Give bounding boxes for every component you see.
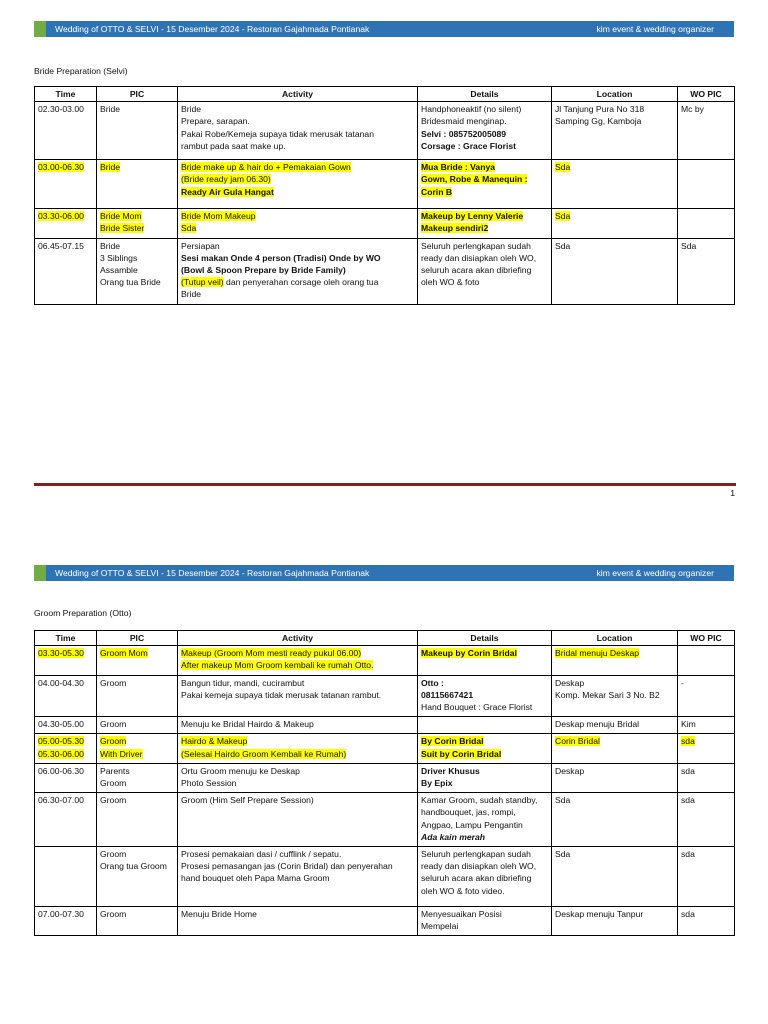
cell-line: Persiapan [181,240,220,251]
location-cell [552,160,678,209]
cell-line: Bride [181,289,202,300]
cell-line: oleh WO & foto [421,277,480,288]
location-cell [552,646,678,675]
cell-line: 05.30-06.00 [38,748,84,759]
cell-line: Seluruh perlengkapan sudah [421,240,531,251]
cell-line: sda [681,765,695,776]
cell-line: Groom [100,719,127,730]
cell-line: 05.00-05.30 [38,736,84,747]
cell-line: Makeup (Groom Mom mesti ready pukul 06.00) [181,648,362,659]
cell-line: Menuju Bride Home [181,909,257,920]
cell-line: With Driver [100,748,143,759]
cell-line: ready dan disiapkan oleh WO, [421,252,537,263]
cell-line: Deskap menuju Bridal [555,719,640,730]
cell-line: Sda [555,162,571,173]
table-row [35,734,735,763]
column-header: WO PIC [678,87,735,102]
column-header: PIC [97,631,178,646]
table-row [35,763,735,792]
cell-line: Kim [681,719,696,730]
column-header: PIC [97,87,178,102]
cell-line: Hairdo & Makeup [181,736,248,747]
cell-line: Pakai kemeja supaya tidak merusak tatanan rambut. [181,689,382,700]
table-row [35,793,735,847]
column-header: Details [418,87,552,102]
cell-line: Angpao, Lampu Pengantin [421,819,523,830]
pic-cell [97,160,178,209]
time-cell [35,734,97,763]
location-cell [552,763,678,792]
wo-pic-cell [678,102,735,160]
details-cell [418,907,552,936]
cell-line: handbouquet, jas, rompi, [421,807,516,818]
cell-line: Groom [100,909,127,920]
details-cell [418,102,552,160]
wo-pic-cell [678,734,735,763]
wo-pic-cell [678,907,735,936]
cell-line: Makeup sendiri2 [421,223,489,234]
pic-cell [97,793,178,847]
cell-line: Sda [555,849,571,860]
cell-line: 04.30-05.00 [38,719,84,730]
cell-line: Bridesmaid menginap. [421,116,507,127]
cell-line: seluruh acara akan dibriefing [421,873,532,884]
cell-line: By Corin Bridal [421,736,484,747]
cell-line: Bride [100,240,121,251]
cell-line: sda [681,736,695,747]
column-header: Activity [178,631,418,646]
cell-line: Otto : [421,677,444,688]
cell-line: Groom [100,849,127,860]
details-cell [418,734,552,763]
time-cell [35,717,97,734]
cell-line: (Selesai Hairdo Groom Kembali ke Rumah) [181,748,347,759]
section-title-groom: Groom Preparation (Otto) [34,608,132,618]
cell-line: Sda [555,211,571,222]
cell-line: Bridal menuju Deskap [555,648,640,659]
cell-line: Bride Sister [100,223,145,234]
details-cell [418,675,552,717]
cell-line: Parents [100,765,130,776]
cell-line: Groom [100,778,127,789]
table-row [35,907,735,936]
activity-cell [178,646,418,675]
cell-line: Bride [100,162,121,173]
cell-line: Sda [681,240,697,251]
activity-cell [178,847,418,907]
cell-line: Bride make up & hair do + Pemakaian Gown [181,162,351,173]
cell-line: ready dan disiapkan oleh WO, [421,861,537,872]
cell-line: Suit by Corin Bridal [421,748,502,759]
wo-pic-cell [678,717,735,734]
cell-line: Prepare, sarapan. [181,116,250,127]
cell-line: sda [681,849,695,860]
location-cell [552,793,678,847]
cell-line: Mempelai [421,921,459,932]
cell-line: Seluruh perlengkapan sudah [421,849,531,860]
table-row [35,675,735,717]
cell-line: Samping Gg, Kamboja [555,116,642,127]
cell-line: Prosesi pemakaian dasi / cufflink / sepatu. [181,849,342,860]
wo-pic-cell [678,763,735,792]
cell-line: Ada kain merah [421,831,485,842]
time-cell [35,907,97,936]
cell-line: rambut pada saat make up. [181,140,286,151]
wo-pic-cell [678,793,735,847]
cell-line: Deskap menuju Tanpur [555,909,644,920]
page-number: 1 [730,488,735,498]
cell-line: Groom [100,736,127,747]
activity-cell [178,717,418,734]
table-header-row [35,631,735,646]
wo-pic-cell [678,238,735,304]
event-title: Wedding of OTTO & SELVI - 15 Desember 2024 - Restoran Gajahmada Pontianak [55,23,370,34]
details-cell [418,717,552,734]
column-header: Location [552,87,678,102]
location-cell [552,847,678,907]
wo-pic-cell [678,160,735,209]
header-banner [34,21,734,37]
cell-line: Bride Mom [100,211,142,222]
cell-line: 07.00-07.30 [38,909,84,920]
activity-cell [178,793,418,847]
pic-cell [97,717,178,734]
table-row [35,847,735,907]
cell-line: After makeup Mom Groom kembali ke rumah Otto. [181,660,374,671]
cell-line: 03.30-06.00 [38,211,84,222]
pic-cell [97,847,178,907]
activity-cell [178,763,418,792]
activity-cell [178,160,418,209]
pic-cell [97,734,178,763]
activity-cell [178,238,418,304]
wo-pic-cell [678,209,735,238]
cell-line: sda [681,909,695,920]
cell-line: Kamar Groom, sudah standby, [421,795,538,806]
activity-cell [178,907,418,936]
cell-line: Sesi makan Onde 4 person (Tradisi) Onde by WO [181,252,381,263]
cell-line: Pakai Robe/Kemeja supaya tidak merusak tatanan [181,128,374,139]
time-cell [35,646,97,675]
column-header: WO PIC [678,631,735,646]
bride-schedule-table [34,86,735,305]
table-row [35,717,735,734]
table-row [35,646,735,675]
table-row [35,102,735,160]
cell-line: Menyesuaikan Posisi [421,909,502,920]
cell-line: Deskap [555,765,585,776]
column-header: Details [418,631,552,646]
pic-cell [97,209,178,238]
location-cell [552,734,678,763]
details-cell [418,763,552,792]
page-divider [34,483,736,486]
activity-cell [178,675,418,717]
table-row [35,238,735,304]
cell-line: 03.30-05.30 [38,648,84,659]
time-cell [35,847,97,907]
cell-line: Ortu Groom menuju ke Deskap [181,765,300,776]
cell-line: (Bowl & Spoon Prepare by Bride Family) [181,265,346,276]
pic-cell [97,238,178,304]
location-cell [552,907,678,936]
pic-cell [97,646,178,675]
cell-line: Corin B [421,186,453,197]
cell-line: Orang tua Groom [100,861,167,872]
cell-line: 06.00-06.30 [38,765,84,776]
cell-line: 03.00-06.30 [38,162,84,173]
time-cell [35,160,97,209]
cell-line: (Tutup veil) dan penyerahan corsage oleh orang tua [181,277,379,288]
activity-cell [178,734,418,763]
pic-cell [97,907,178,936]
time-cell [35,238,97,304]
cell-line: Gown, Robe & Manequin : [421,174,528,185]
cell-line: (Bride ready jam 06.30) [181,174,271,185]
cell-line: Bride [181,104,202,115]
cell-line: Ready Air Gula Hangat [181,186,274,197]
cell-line: Bride [100,104,121,115]
cell-line: Groom Mom [100,648,148,659]
cell-line: seluruh acara akan dibriefing [421,265,532,276]
organizer-name: kim event & wedding organizer [596,23,714,34]
section-title-bride: Bride Preparation (Selvi) [34,66,128,76]
cell-line: Hand Bouquet : Grace Florist [421,702,533,713]
pic-cell [97,102,178,160]
cell-line: Makeup by Corin Bridal [421,648,517,659]
cell-line: Assamble [100,265,138,276]
time-cell [35,763,97,792]
cell-line: 06.30-07.00 [38,795,84,806]
cell-line: Orang tua Bride [100,277,161,288]
location-cell [552,238,678,304]
cell-line: Sda [181,223,197,234]
table-header-row [35,87,735,102]
cell-line: Jl Tanjung Pura No 318 [555,104,645,115]
details-cell [418,646,552,675]
cell-line: Handphoneaktif (no silent) [421,104,522,115]
organizer-name: kim event & wedding organizer [596,567,714,578]
pic-cell [97,675,178,717]
time-cell [35,209,97,238]
cell-line: Komp. Mekar Sari 3 No. B2 [555,689,660,700]
cell-line: Mua Bride : Vanya [421,162,496,173]
column-header: Location [552,631,678,646]
cell-line: oleh WO & foto video. [421,885,505,896]
wo-pic-cell [678,847,735,907]
cell-line: Sda [555,795,571,806]
cell-line: Driver Khusus [421,765,480,776]
cell-line: Sda [555,240,571,251]
cell-line: 3 Siblings [100,252,138,263]
table-row [35,209,735,238]
cell-line: Prosesi pemasangan jas (Corin Bridal) dan penyerahan [181,861,393,872]
cell-line: Mc by [681,104,704,115]
location-cell [552,717,678,734]
cell-line: Groom [100,677,127,688]
cell-line: Menuju ke Bridal Hairdo & Makeup [181,719,314,730]
location-cell [552,102,678,160]
time-cell [35,793,97,847]
cell-line: Groom [100,795,127,806]
cell-line: hand bouquet oleh Papa Mama Groom [181,873,330,884]
cell-line: Bangun tidur, mandi, cucirambut [181,677,305,688]
location-cell [552,209,678,238]
details-cell [418,238,552,304]
cell-line: 08115667421 [421,689,474,700]
column-header: Time [35,87,97,102]
details-cell [418,847,552,907]
time-cell [35,675,97,717]
details-cell [418,160,552,209]
header-banner-page-2 [34,565,734,581]
wo-pic-cell [678,646,735,675]
cell-line: - [681,677,684,688]
groom-schedule-table [34,630,735,936]
cell-line: Groom (Him Self Prepare Session) [181,795,314,806]
details-cell [418,209,552,238]
cell-line: 06.45-07.15 [38,240,84,251]
column-header: Time [35,631,97,646]
activity-cell [178,102,418,160]
cell-line: Selvi : 085752005089 [421,128,507,139]
column-header: Activity [178,87,418,102]
table-row [35,160,735,209]
cell-line: 02.30-03.00 [38,104,84,115]
cell-line: Deskap [555,677,585,688]
cell-line: Photo Session [181,778,237,789]
activity-cell [178,209,418,238]
cell-line: Makeup by Lenny Valerie [421,211,524,222]
location-cell [552,675,678,717]
cell-line: 04.00-04.30 [38,677,84,688]
cell-line: sda [681,795,695,806]
pic-cell [97,763,178,792]
cell-line: Corsage : Grace Florist [421,140,517,151]
cell-line: Bride Mom Makeup [181,211,256,222]
details-cell [418,793,552,847]
time-cell [35,102,97,160]
cell-line: Corin Bridal [555,736,600,747]
wo-pic-cell [678,675,735,717]
cell-line: By Epix [421,778,453,789]
event-title: Wedding of OTTO & SELVI - 15 Desember 2024 - Restoran Gajahmada Pontianak [55,567,370,578]
